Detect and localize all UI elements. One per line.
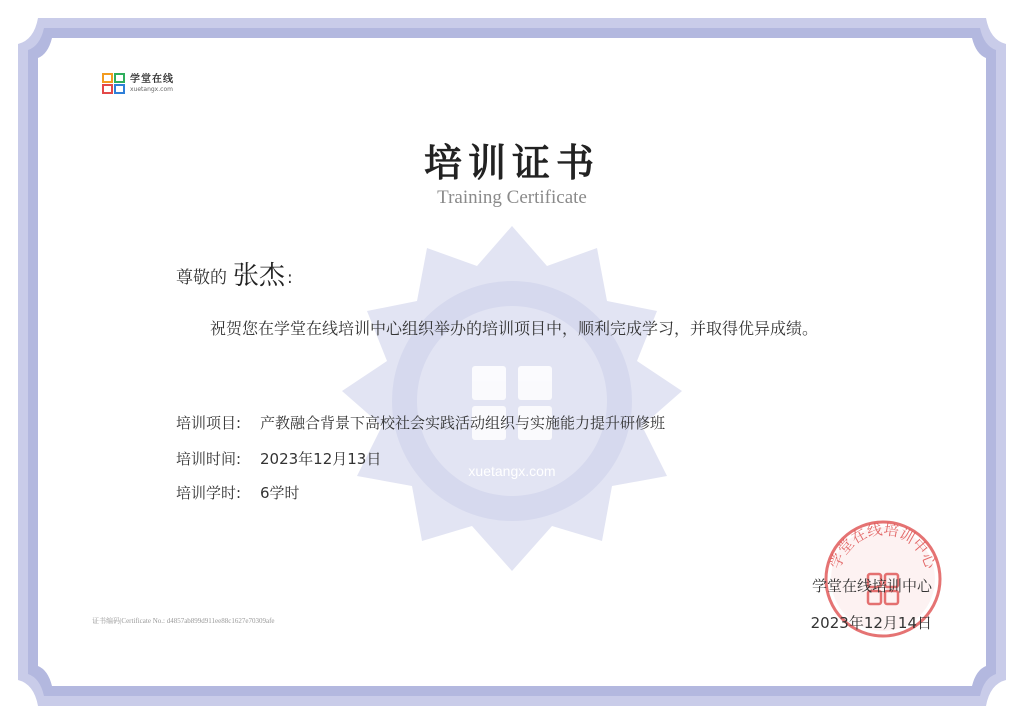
recipient-name: 张杰 — [233, 261, 286, 291]
issuer-name: 学堂在线培训中心 — [811, 577, 932, 595]
field-value: 6学时 — [260, 484, 300, 502]
logo-name: 学堂在线 — [130, 74, 174, 85]
greeting — [176, 254, 293, 291]
field-row-hours — [176, 482, 300, 503]
watermark-text: xuetangx.com — [468, 463, 556, 479]
seal-text: 学堂在线培训中心 — [826, 520, 940, 572]
field-label: 培训时间: — [176, 450, 242, 468]
certificate-title: 培训证书 — [423, 140, 600, 185]
field-label: 培训学时: — [176, 484, 242, 502]
issue-date: 2023年12月14日 — [810, 614, 932, 632]
field-label: 培训项目: — [176, 414, 242, 432]
logo-domain: xuetangx.com — [130, 86, 173, 93]
congratulation-text: 祝贺您在学堂在线培训中心组织举办的培训项目中，顺利完成学习，并取得优异成绩。 — [210, 319, 819, 338]
certificate-subtitle: Training Certificate — [437, 187, 587, 208]
greeting-colon: : — [287, 268, 293, 288]
field-value: 产教融合背景下高校社会实践活动组织与实施能力提升研修班 — [260, 414, 666, 432]
xuetangx-logo-icon — [102, 73, 126, 95]
logo — [102, 73, 174, 95]
certificate-number: 证书编码|Certificate No.: d4857ab899d911ee88c1627e70309afe — [92, 617, 275, 625]
field-row-time — [176, 448, 381, 469]
salutation: 尊敬的 — [176, 268, 227, 288]
field-value: 2023年12月13日 — [260, 450, 382, 468]
field-row-project — [176, 412, 665, 433]
